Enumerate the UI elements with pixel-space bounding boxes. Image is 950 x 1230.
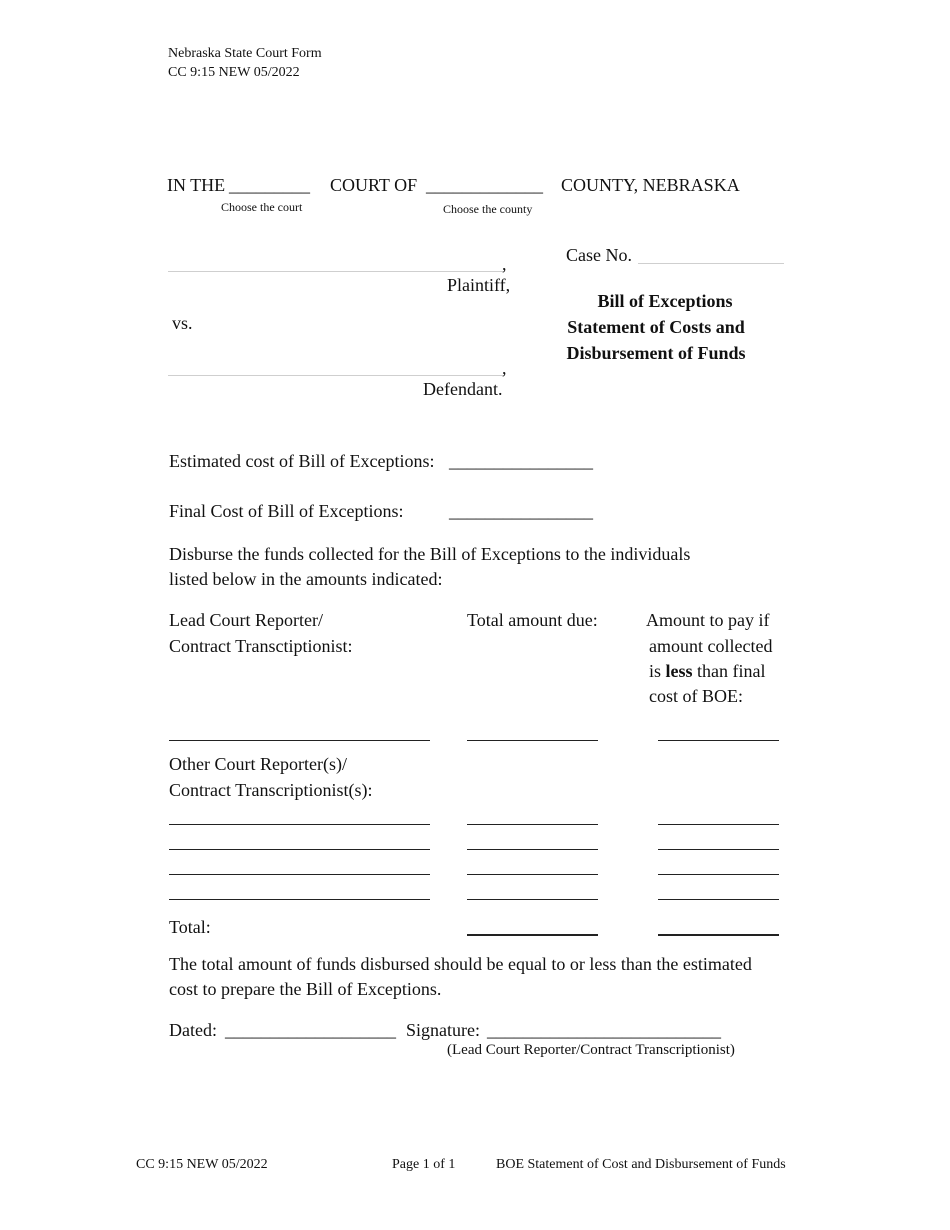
plaintiff-name-field[interactable] xyxy=(168,271,504,272)
footer-page-number: Page 1 of 1 xyxy=(392,1157,456,1172)
plaintiff-label: Plaintiff, xyxy=(447,275,511,295)
notice-line-2: cost to prepare the Bill of Exceptions. xyxy=(169,979,442,999)
other-reporter-total-due-field[interactable] xyxy=(467,899,598,900)
amount-to-pay-header-line-2: amount collected xyxy=(649,636,773,656)
estimated-cost-label: Estimated cost of Bill of Exceptions: xyxy=(169,451,435,471)
signature-caption: (Lead Court Reporter/Contract Transcriptionist) xyxy=(447,1042,735,1058)
other-reporter-name-field[interactable] xyxy=(169,849,430,850)
defendant-comma: , xyxy=(502,358,507,378)
footer-form-code: CC 9:15 NEW 05/2022 xyxy=(136,1157,268,1172)
amount-to-pay-header-line-3: is less than final xyxy=(649,661,766,681)
instructions-line-1: Disburse the funds collected for the Bill of Exceptions to the individuals xyxy=(169,544,691,564)
caption-court-of: COURT OF xyxy=(330,175,418,195)
other-reporter-name-field[interactable] xyxy=(169,824,430,825)
county-select[interactable]: _____________ xyxy=(426,175,543,195)
title-line-1: Bill of Exceptions xyxy=(597,291,733,311)
other-reporter-total-due-field[interactable] xyxy=(467,849,598,850)
footer-document-title: BOE Statement of Cost and Disbursement of Funds xyxy=(496,1157,786,1172)
instructions-line-2: listed below in the amounts indicated: xyxy=(169,569,443,589)
lead-reporter-total-due-field[interactable] xyxy=(467,740,598,741)
case-no-label: Case No. xyxy=(566,245,632,265)
other-reporters-header-line-1: Other Court Reporter(s)/ xyxy=(169,754,347,774)
other-reporters-header-line-2: Contract Transcriptionist(s): xyxy=(169,780,373,800)
case-number-field[interactable] xyxy=(638,263,784,264)
notice-line-1: The total amount of funds disbursed should be equal to or less than the estimated xyxy=(169,954,752,974)
estimated-cost-field[interactable]: ________________ xyxy=(449,451,593,471)
other-reporter-name-field[interactable] xyxy=(169,899,430,900)
total-amount-to-pay-sum-field[interactable] xyxy=(658,934,779,936)
vs-label: vs. xyxy=(172,313,193,333)
signature-field[interactable]: __________________________ xyxy=(487,1020,721,1040)
defendant-name-field[interactable] xyxy=(168,375,504,376)
other-reporter-total-due-field[interactable] xyxy=(467,824,598,825)
other-reporter-amount-to-pay-field[interactable] xyxy=(658,849,779,850)
total-due-sum-field[interactable] xyxy=(467,934,598,936)
title-line-3: Disbursement of Funds xyxy=(566,343,746,363)
total-label: Total: xyxy=(169,917,211,937)
caption-in-the: IN THE xyxy=(167,175,226,195)
form-code: CC 9:15 NEW 05/2022 xyxy=(168,65,300,80)
other-reporter-amount-to-pay-field[interactable] xyxy=(658,824,779,825)
other-reporter-amount-to-pay-field[interactable] xyxy=(658,899,779,900)
amount-to-pay-header-line-1: Amount to pay if xyxy=(646,610,770,630)
dated-label: Dated: xyxy=(169,1020,217,1040)
lead-reporter-name-field[interactable] xyxy=(169,740,430,741)
caption-county-nebraska: COUNTY, NEBRASKA xyxy=(561,175,740,195)
other-reporter-total-due-field[interactable] xyxy=(467,874,598,875)
plaintiff-comma: , xyxy=(502,254,507,274)
other-reporter-amount-to-pay-field[interactable] xyxy=(658,874,779,875)
lead-reporter-amount-to-pay-field[interactable] xyxy=(658,740,779,741)
final-cost-label: Final Cost of Bill of Exceptions: xyxy=(169,501,404,521)
amount-to-pay-header-line-4: cost of BOE: xyxy=(649,686,743,706)
total-due-header: Total amount due: xyxy=(467,610,598,630)
court-select[interactable]: _________ xyxy=(229,175,310,195)
final-cost-field[interactable]: ________________ xyxy=(449,501,593,521)
choose-county-hint[interactable]: Choose the county xyxy=(443,202,533,216)
lead-reporter-header-line-2: Contract Transctiptionist: xyxy=(169,636,353,656)
defendant-label: Defendant. xyxy=(423,379,503,399)
form-name: Nebraska State Court Form xyxy=(168,46,322,61)
choose-court-hint[interactable]: Choose the court xyxy=(221,200,303,214)
signature-label: Signature: xyxy=(406,1020,480,1040)
lead-reporter-header-line-1: Lead Court Reporter/ xyxy=(169,610,323,630)
dated-field[interactable]: ___________________ xyxy=(225,1020,396,1040)
other-reporter-name-field[interactable] xyxy=(169,874,430,875)
title-line-2: Statement of Costs and xyxy=(567,317,745,337)
